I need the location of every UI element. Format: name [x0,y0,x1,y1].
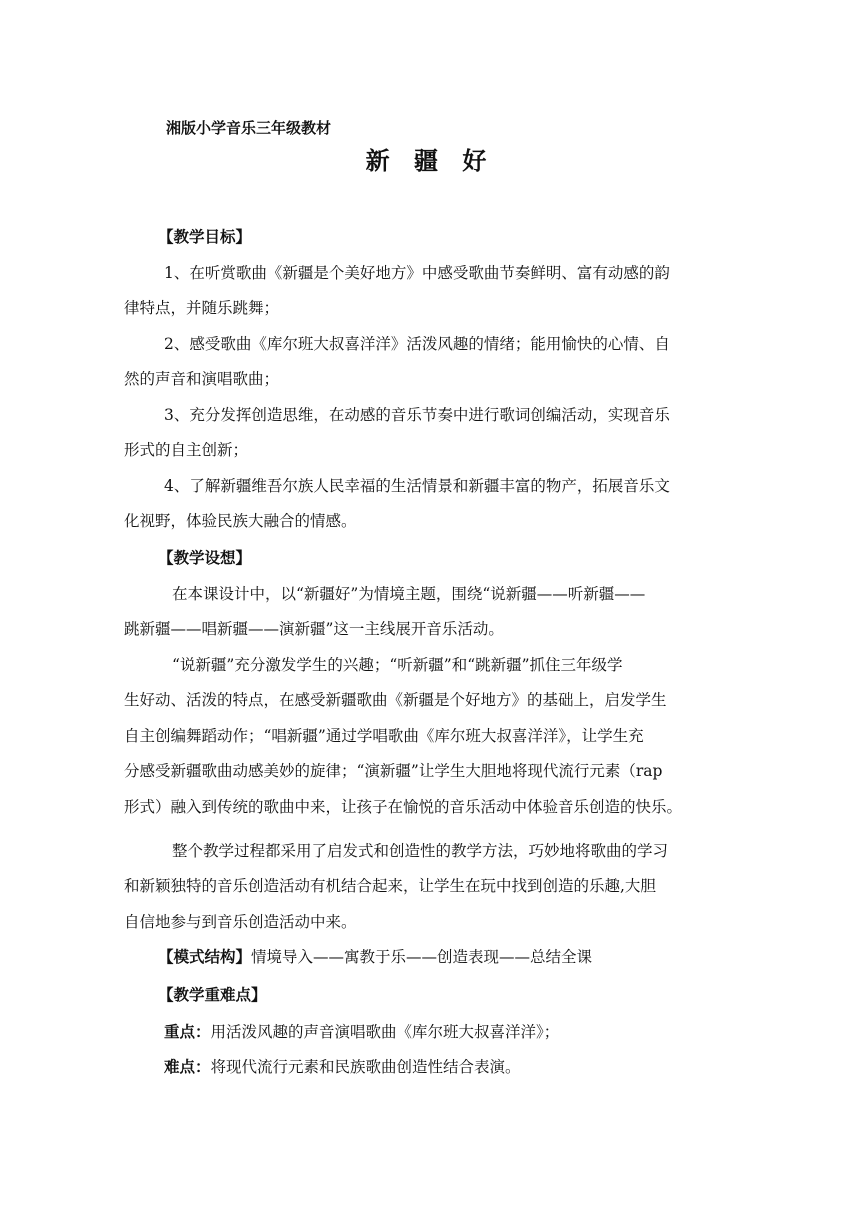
mode-structure-line [158,946,592,968]
idea-p2-line-3: 自主创编舞蹈动作；“唱新疆”通过学唱歌曲《库尔班大叔喜洋洋》，让学生充 [124,727,644,745]
section-heading-idea: 【教学设想】 [158,549,252,567]
goal-4-line-1: 4、了解新疆维吾尔族人民幸福的生活情景和新疆丰富的物产，拓展音乐文 [164,477,670,495]
page-title: 新 疆 好 [365,147,495,175]
section-heading-mode: 【模式结构】 [158,948,252,966]
goal-3-line-1: 3、充分发挥创造思维，在动感的音乐节奏中进行歌词创编活动，实现音乐 [164,406,670,424]
idea-p2-line-2: 生好动、活泼的特点，在感受新疆歌曲《新疆是个好地方》的基础上，启发学生 [124,691,667,709]
textbook-subtitle: 湘版小学音乐三年级教材 [166,119,332,137]
idea-p3-line-3: 自信地参与到音乐创造活动中来。 [124,913,357,931]
section-heading-keys: 【教学重难点】 [158,986,267,1004]
difficult-point-text: 将现代流行元素和民族歌曲创造性结合表演。 [210,1058,521,1076]
goal-3-line-2: 形式的自主创新； [124,441,249,459]
difficult-point-label: 难点： [164,1058,211,1076]
key-point-line [164,1021,559,1043]
idea-p2-line-5: 形式）融入到传统的歌曲中来，让孩子在愉悦的音乐活动中体验音乐创造的快乐。 [124,798,683,816]
idea-p1-line-1: 在本课设计中，以“新疆好”为情境主题，围绕“说新疆——听新疆—— [172,585,646,603]
goal-2-line-2: 然的声音和演唱歌曲； [124,370,280,388]
key-point-text: 用活泼风趣的声音演唱歌曲《库尔班大叔喜洋洋》； [210,1023,560,1041]
goal-1-line-2: 律特点，并随乐跳舞； [124,299,280,317]
idea-p2-line-1: “说新疆”充分激发学生的兴趣；“听新疆”和“跳新疆”抓住三年级学 [172,656,623,674]
goal-1-line-1: 1、在听赏歌曲《新疆是个美好地方》中感受歌曲节奏鲜明、富有动感的韵 [164,264,670,282]
goal-2-line-1: 2、感受歌曲《库尔班大叔喜洋洋》活泼风趣的情绪；能用愉快的心情、自 [164,335,670,353]
section-heading-goals: 【教学目标】 [158,228,252,246]
difficult-point-line [164,1056,521,1078]
idea-p3-line-1: 整个教学过程都采用了启发式和创造性的教学方法，巧妙地将歌曲的学习 [172,842,669,860]
idea-p1-line-2: 跳新疆——唱新疆——演新疆”这一主线展开音乐活动。 [124,620,504,638]
mode-structure-text: 情境导入——寓教于乐——创造表现——总结全课 [251,948,593,966]
key-point-label: 重点： [164,1023,211,1041]
idea-p2-line-4: 分感受新疆歌曲动感美妙的旋律；“演新疆”让学生大胆地将现代流行元素（rap [124,762,663,780]
idea-p3-line-2: 和新颖独特的音乐创造活动有机结合起来，让学生在玩中找到创造的乐趣,大胆 [124,877,656,895]
goal-4-line-2: 化视野，体验民族大融合的情感。 [124,512,357,530]
